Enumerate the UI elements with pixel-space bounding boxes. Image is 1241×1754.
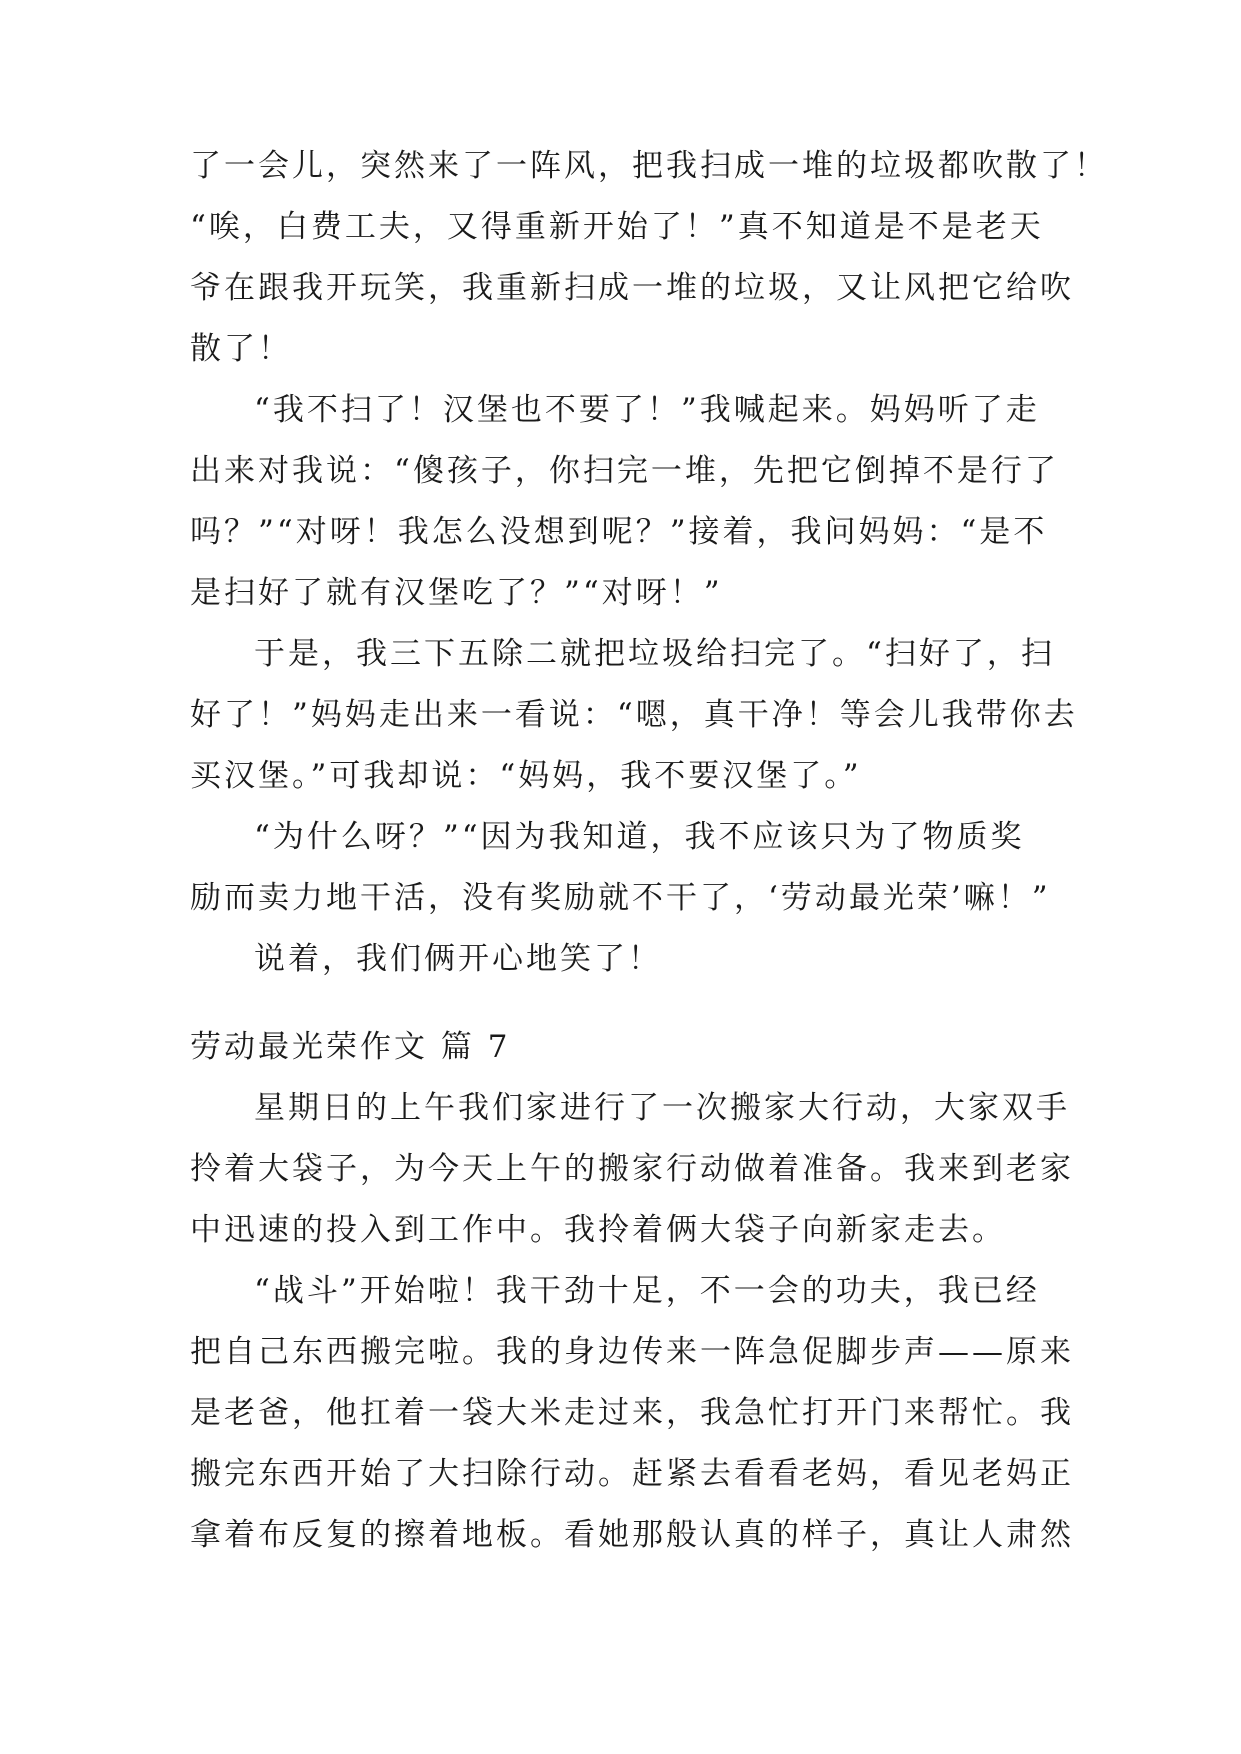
paragraph-line: 吗？”“对呀！我怎么没想到呢？”接着，我问妈妈：“是不: [190, 514, 1048, 550]
paragraph-line: 搬完东西开始了大扫除行动。赶紧去看看老妈，看见老妈正: [190, 1456, 1074, 1492]
paragraph-line: 说着，我们俩开心地笑了！: [254, 941, 662, 977]
paragraph-line: “为什么呀？”“因为我知道，我不应该只为了物质奖: [254, 819, 1025, 855]
paragraph-line: 于是，我三下五除二就把垃圾给扫完了。“扫好了，扫: [254, 636, 1055, 672]
paragraph-line: 是老爸，他扛着一袋大米走过来，我急忙打开门来帮忙。我: [190, 1395, 1074, 1431]
paragraph-line: 拎着大袋子，为今天上午的搬家行动做着准备。我来到老家: [190, 1151, 1074, 1187]
paragraph-line: 星期日的上午我们家进行了一次搬家大行动，大家双手: [254, 1090, 1070, 1126]
paragraph-line: 励而卖力地干活，没有奖励就不干了，‘劳动最光荣’嘛！”: [190, 880, 1051, 916]
paragraph-line: 好了！”妈妈走出来一看说：“嗯，真干净！等会儿我带你去: [190, 697, 1078, 733]
story-text-continued: [190, 136, 1108, 990]
paragraph-line: “唉，白费工夫，又得重新开始了！”真不知道是不是老天: [190, 209, 1044, 245]
section-title: 劳动最光荣作文 篇 7: [190, 1029, 511, 1065]
paragraph-line: “我不扫了！汉堡也不要了！”我喊起来。妈妈听了走: [254, 392, 1040, 428]
paragraph-line: 把自己东西搬完啦。我的身边传来一阵急促脚步声——原来: [190, 1334, 1074, 1370]
paragraph-line: 出来对我说：“傻孩子，你扫完一堆，先把它倒掉不是行了: [190, 453, 1059, 489]
paragraph-line: 买汉堡。”可我却说：“妈妈，我不要汉堡了。”: [190, 758, 862, 794]
paragraph-line: 中迅速的投入到工作中。我拎着俩大袋子向新家走去。: [190, 1212, 1006, 1248]
paragraph-line: “战斗”开始啦！我干劲十足，不一会的功夫，我已经: [254, 1273, 1040, 1309]
paragraph-line: 是扫好了就有汉堡吃了？”“对呀！”: [190, 575, 723, 611]
paragraph-line: 散了！: [190, 331, 292, 367]
paragraph-line: 拿着布反复的擦着地板。看她那般认真的样子，真让人肃然: [190, 1517, 1074, 1553]
essay-section: [190, 1017, 1074, 1566]
paragraph-line: 爷在跟我开玩笑，我重新扫成一堆的垃圾，又让风把它给吹: [190, 270, 1074, 306]
paragraph-line: 了一会儿，突然来了一阵风，把我扫成一堆的垃圾都吹散了！: [190, 148, 1108, 184]
